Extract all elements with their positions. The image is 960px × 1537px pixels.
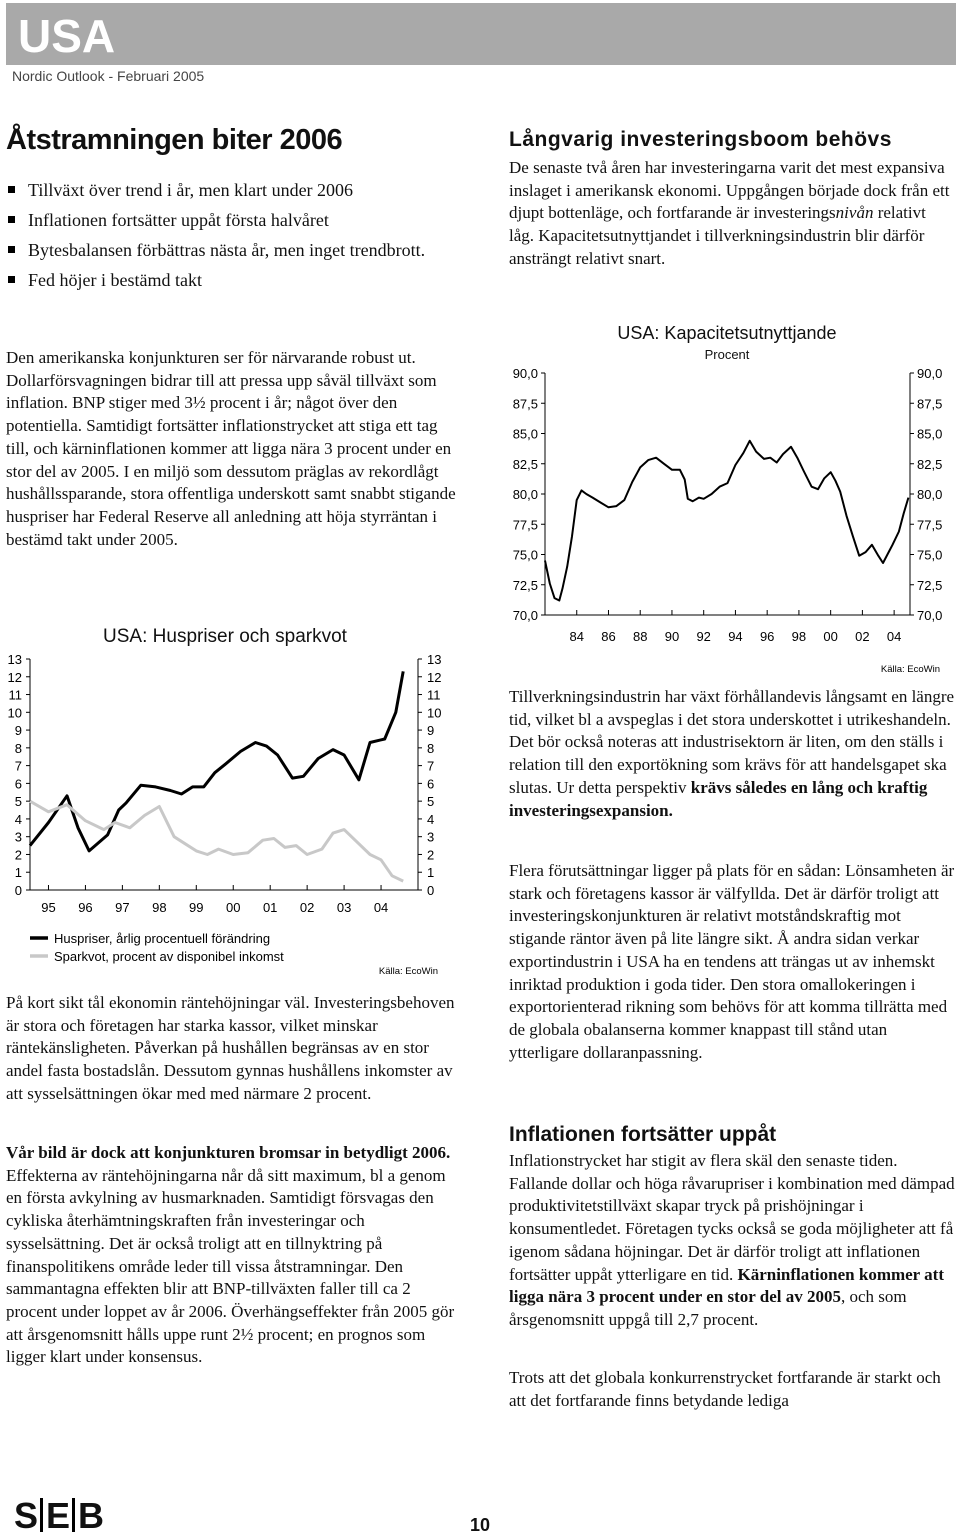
y-tick-label-right: 90,0: [917, 366, 943, 381]
logo-bar: [72, 1498, 75, 1532]
bullet-square-icon: [8, 216, 15, 223]
y-tick-label-left: 2: [14, 847, 22, 863]
x-tick-label: 02: [855, 629, 870, 644]
left-paragraph-2: På kort sikt tål ekonomin räntehöjningar väl. Investeringsbehoven är stora och företagen har starka kassor, vilket minskar räntekänsligheten. Påverkan på hushållen begränsas av en stor andel fasta bostadslån. Dessutom gynnas hushållens inkomster av att sysselsättningen ökar med med närmare 2 procent.: [6, 993, 455, 1103]
y-tick-label-left: 80,0: [512, 487, 538, 502]
y-tick-label-left: 77,5: [512, 517, 538, 533]
legend-label-sparkvot: Sparkvot, procent av disponibel inkomst: [54, 949, 284, 964]
x-tick-label: 84: [569, 629, 584, 644]
y-tick-label-right: 10: [427, 705, 442, 721]
left-heading: Åtstramningen biter 2006: [6, 124, 343, 156]
x-tick-label: 00: [823, 629, 838, 644]
bullet-text: Fed höjer i bestämd takt: [28, 270, 202, 290]
y-tick-label-left: 82,5: [512, 456, 538, 472]
chart-title: USA: Huspriser och sparkvot: [103, 626, 347, 647]
bullet-item: [6, 238, 456, 262]
y-tick-label-left: 75,0: [512, 547, 538, 563]
y-tick-label-right: 12: [427, 669, 442, 685]
y-tick-label-left: 7: [14, 758, 22, 774]
page-header: [0, 0, 960, 95]
y-tick-label-left: 6: [14, 776, 22, 792]
page-title: USA: [18, 10, 116, 62]
y-tick-label-left: 8: [14, 740, 22, 756]
y-tick-label-left: 11: [8, 687, 22, 703]
bullet-square-icon: [8, 186, 15, 193]
seb-logo: [14, 1495, 103, 1537]
y-tick-label-right: 13: [427, 652, 442, 667]
logo-bar: [40, 1498, 43, 1532]
right-paragraph-1: [509, 157, 955, 271]
chart-source: Källa: EcoWin: [378, 966, 438, 977]
x-tick-label: 04: [886, 629, 902, 644]
y-tick-label-right: 72,5: [917, 577, 943, 593]
right-paragraph-4-bold: Kärninflationen kommer att ligga nära 3 procent under en stor del av 2005: [509, 1264, 944, 1307]
bullet-item: [6, 208, 456, 232]
x-tick-label: 04: [373, 900, 389, 915]
y-tick-label-right: 7: [427, 758, 435, 774]
right-paragraph-2-a: Tillverkningsindustrin har växt förhållandevis långsamt en längre tid, vilket bl a avspeglas i det stora underskottet i utrikeshandeln. Det bör också noteras att industrisektorn är liten, om den ställs i relation till den exportökning som krävs för att handelsgapet ska slutas. Ur detta perspektiv: [509, 687, 955, 797]
y-tick-label-left: 85,0: [512, 426, 538, 442]
left-paragraph-1: Den amerikanska konjunkturen ser för närvarande robust ut. Dollarförsvagningen bidrar till att pressa upp såväl tillväxt som inflation. BNP stiger med 3½ procent i år; något över den potentiella. Samtidigt fortsätter inflationstrycket att stiga ett tag till, och kärninflationen kommer att ligga nära 3 procent under en stor del av 2005. I en miljö som dessutom präglas av rekordlågt hushållssparande, stora offentliga underskott samt snabbt stigande huspriser har Federal Reserve all anledning att höja styrräntan i bestämd takt under 2005.: [6, 348, 456, 549]
y-tick-label-right: 85,0: [917, 426, 943, 442]
y-tick-label-left: 9: [14, 723, 22, 739]
header-bar: [6, 3, 956, 65]
y-tick-label-right: 8: [427, 740, 435, 756]
right-paragraph-2-bold: krävs således en lång och kraftig investeringsexpansion.: [509, 777, 928, 820]
y-tick-label-right: 6: [427, 776, 435, 792]
y-tick-label-left: 70,0: [512, 608, 538, 623]
y-tick-label-right: 2: [427, 847, 435, 863]
chart-huspriser-sparkvot: [0, 612, 460, 984]
series-line-1: [545, 441, 908, 601]
y-tick-label-right: 77,5: [917, 517, 943, 533]
page-number: 10: [470, 1515, 491, 1535]
y-tick-label-right: 70,0: [917, 608, 943, 623]
bullet-text: Inflationen fortsätter uppåt första halvåret: [28, 210, 329, 230]
chart-kapacitetsutnyttjande: [500, 315, 960, 681]
y-tick-label-right: 1: [427, 865, 435, 881]
x-tick-label: 03: [336, 900, 352, 915]
right-paragraph-5: Trots att det globala konkurrenstrycket fortfarande är starkt och att det fortfarande finns betydande lediga: [509, 1368, 941, 1410]
right-paragraph-2: [509, 686, 955, 822]
x-tick-label: 00: [226, 900, 241, 915]
chart-title: USA: Kapacitetsutnyttjande: [617, 323, 837, 343]
y-tick-label-left: 72,5: [512, 577, 538, 593]
right-paragraph-4: [509, 1150, 955, 1332]
y-tick-label-left: 4: [14, 811, 22, 827]
right-paragraph-1-b: relativt låg. Kapacitetsutnyttjandet i tillverkningsindustrin blir därför ansträngt relativt snart.: [509, 203, 926, 268]
y-tick-label-left: 13: [7, 652, 22, 667]
x-tick-label: 98: [791, 629, 807, 644]
bullet-item: [6, 268, 456, 292]
y-tick-label-right: 80,0: [917, 487, 943, 502]
right-paragraph-4-a: Inflationstrycket har stigit av flera skäl den senaste tiden. Fallande dollar och höga råvarupriser i kombination med dämpad produktivitetstillväxt skapar tryck på prishöjningar i konsumentledet. Företagen tycks också se goda möjligheter att få igenom sådana höjningar. Det är därför troligt att inflationen fortsätter uppåt ytterligare en tid.: [509, 1151, 955, 1284]
right-heading-2: Inflationen fortsätter uppåt: [509, 1123, 777, 1146]
right-heading-1: Långvarig investeringsboom behövs: [509, 128, 892, 151]
left-paragraph-3-bold: Vår bild är dock att konjunkturen bromsar in betydligt 2006.: [6, 1143, 451, 1162]
chart-source: Källa: EcoWin: [880, 664, 940, 675]
chart-subtitle: Procent: [704, 347, 750, 362]
y-tick-label-right: 9: [427, 723, 435, 739]
x-tick-label: 96: [78, 900, 93, 915]
right-paragraph-3: Flera förutsättningar ligger på plats för en sådan: Lönsamheten är stark och företagens kassor är välfyllda. Det är därför troligt att investeringskonjunkturen är relativt motståndskraftig mot stigande räntor även på lite längre sikt. Å andra sidan verkar exportindustrin i USA ha en tendens att trängas ut av inhemskt inriktad produktion i goda tider. Den stora omallokeringen i exportorienterad rikning som behövs för att komma tillrätta med de globala obalanserna kommer knappast till stånd utan ytterligare dollaranpassning.: [509, 861, 955, 1062]
y-tick-label-left: 0: [14, 883, 22, 898]
bullet-text: Tillväxt över trend i år, men klart under 2006: [28, 180, 354, 200]
y-tick-label-right: 87,5: [917, 396, 943, 412]
x-tick-label: 99: [189, 900, 204, 915]
y-tick-label-left: 10: [7, 705, 22, 721]
x-tick-label: 01: [262, 900, 278, 915]
y-tick-label-right: 82,5: [917, 456, 943, 472]
right-paragraph-1-a: De senaste två åren har investeringarna varit det mest expansiva inslaget i amerikansk ekonomi. Uppgången började dock från ett djupt bottenläge, och fortfarande är investerings: [509, 158, 950, 223]
x-tick-label: 98: [152, 900, 167, 915]
y-tick-label-left: 1: [14, 865, 22, 881]
y-tick-label-right: 4: [427, 811, 435, 827]
logo-letter: S: [14, 1495, 38, 1536]
y-tick-label-left: 5: [14, 794, 22, 810]
y-tick-label-right: 11: [427, 687, 441, 703]
y-tick-label-left: 90,0: [512, 366, 538, 381]
left-paragraph-3-rest: Effekterna av räntehöjningarna når då sitt maximum, bl a genom en första avkylning av husmarknaden. Samtidigt försvagas den cykliska återhämtningskraften från investeringar och sysselsättning. Det är också troligt att en tillnyktring på finanspolitikens område leder till vissa åtstramningar. Den sammantagna effekten blir att BNP-tillväxten faller till ca 2 procent under loppet av år 2006. Överhängseffekter från 2005 gör att årsgenomsnitt hålls uppe runt 2½ procent; en prognos som ligger klart under konsensus.: [6, 1165, 455, 1367]
bullet-square-icon: [8, 246, 15, 253]
y-tick-label-left: 12: [7, 669, 22, 685]
y-tick-label-left: 3: [14, 829, 22, 845]
x-tick-label: 86: [601, 629, 616, 644]
bullet-list: [6, 178, 456, 298]
x-tick-label: 88: [632, 629, 648, 644]
right-paragraph-4-b: , och som årsgenomsnitt uppgå till 2,7 procent.: [509, 1287, 907, 1329]
x-tick-label: 90: [664, 629, 680, 644]
logo-letter: B: [78, 1495, 104, 1536]
x-tick-label: 95: [41, 900, 56, 915]
y-tick-label-right: 5: [427, 794, 435, 810]
bullet-square-icon: [8, 276, 15, 283]
x-tick-label: 97: [115, 900, 130, 915]
y-tick-label-left: 87,5: [512, 396, 538, 412]
y-tick-label-right: 3: [427, 829, 435, 845]
right-paragraph-1-italic: nivån: [835, 203, 874, 223]
series-line-1: [30, 671, 403, 851]
x-tick-label: 02: [299, 900, 315, 915]
x-tick-label: 94: [728, 629, 743, 644]
legend-label-huspriser: Huspriser, årlig procentuell förändring: [54, 931, 271, 946]
y-tick-label-right: 75,0: [917, 547, 943, 563]
bullet-text: Bytesbalansen förbättras nästa år, men inget trendbrott.: [28, 240, 426, 260]
bullet-item: [6, 178, 456, 202]
y-tick-label-right: 0: [427, 883, 435, 898]
logo-letter: E: [46, 1495, 70, 1536]
x-tick-label: 96: [759, 629, 775, 644]
left-paragraph-3: [6, 1142, 456, 1369]
x-tick-label: 92: [696, 629, 711, 644]
page-subtitle: Nordic Outlook - Februari 2005: [12, 68, 205, 84]
